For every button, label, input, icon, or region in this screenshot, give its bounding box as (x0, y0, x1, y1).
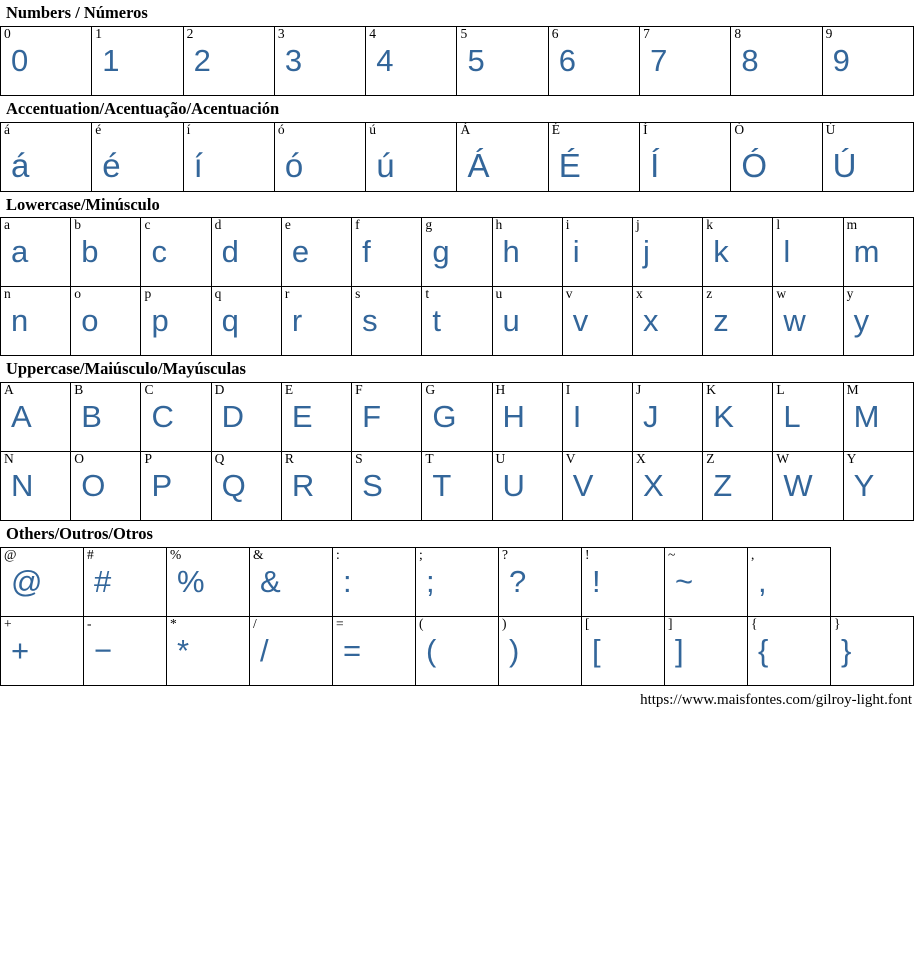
glyph-cell (703, 452, 773, 521)
glyph-code: 7 (643, 26, 650, 41)
glyph-code: h (495, 217, 503, 233)
glyph-code: Ó (734, 122, 745, 137)
glyph-code: x (635, 286, 643, 302)
glyph-cell (703, 218, 773, 287)
glyph-table-accentuation (0, 122, 914, 192)
glyph-sample: # (94, 563, 112, 599)
glyph-cell (274, 122, 365, 191)
glyph-code: ~ (668, 547, 676, 562)
glyph-cell (499, 616, 582, 685)
glyph-code: V (565, 451, 576, 467)
glyph-code: d (214, 217, 222, 233)
glyph-sample: ? (509, 563, 527, 599)
glyph-code: U (495, 451, 506, 467)
glyph-code: % (170, 547, 182, 562)
glyph-cell (1, 26, 92, 95)
glyph-cell (141, 452, 211, 521)
table-row (1, 452, 914, 521)
section-title-uppercase: Uppercase/Maiúsculo/Mayúsculas (6, 359, 246, 379)
glyph-sample: i (572, 234, 580, 270)
source-url[interactable]: https://www.maisfontes.com/gilroy-light.font (640, 691, 912, 708)
glyph-code: Í (643, 122, 648, 137)
glyph-sample: ) (509, 632, 520, 668)
glyph-cell (731, 122, 822, 191)
glyph-table-numbers (0, 26, 914, 96)
glyph-code: ! (585, 547, 590, 562)
glyph-cell (211, 287, 281, 356)
glyph-cell (748, 616, 831, 685)
glyph-code: 6 (551, 26, 559, 41)
glyph-code: 5 (460, 26, 468, 41)
section-title-accentuation: Accentuation/Acentuação/Acentuación (6, 98, 280, 118)
glyph-cell (422, 287, 492, 356)
glyph-sample: p (151, 303, 169, 339)
glyph-sample: Í (650, 146, 660, 184)
glyph-cell (548, 26, 639, 95)
glyph-code: f (355, 217, 360, 233)
glyph-sample: ] (675, 632, 684, 668)
glyph-cell (422, 452, 492, 521)
glyph-cell (352, 287, 422, 356)
glyph-code: K (706, 382, 716, 398)
glyph-code: Á (460, 122, 471, 137)
glyph-sample: ! (592, 563, 601, 599)
glyph-sample: m (853, 234, 880, 270)
glyph-sample: E (291, 399, 313, 435)
glyph-sample: í (193, 146, 203, 184)
glyph-code: y (846, 286, 854, 302)
glyph-code: N (4, 451, 14, 467)
glyph-cell (281, 383, 351, 452)
glyph-cell (632, 383, 702, 452)
glyph-cell (582, 547, 665, 616)
glyph-cell (748, 547, 831, 616)
table-row (1, 287, 914, 356)
glyph-sample: 5 (467, 42, 485, 78)
glyph-code: é (95, 122, 102, 137)
glyph-code: b (74, 217, 81, 233)
glyph-cell (843, 452, 913, 521)
glyph-cell (499, 547, 582, 616)
glyph-sample: @ (11, 563, 43, 599)
glyph-code: P (144, 451, 152, 467)
glyph-sample: A (11, 399, 32, 435)
glyph-cell (831, 616, 914, 685)
glyph-sample: f (362, 234, 371, 270)
glyph-sample: 7 (650, 42, 668, 78)
glyph-cell (183, 26, 274, 95)
glyph-cell (352, 218, 422, 287)
glyph-cell (632, 287, 702, 356)
glyph-code: F (355, 382, 363, 398)
glyph-sample: 2 (193, 42, 211, 78)
glyph-cell (492, 287, 562, 356)
glyph-sample: ~ (675, 563, 694, 599)
glyph-sample: C (151, 399, 174, 435)
glyph-cell (211, 218, 281, 287)
glyph-cell (822, 122, 913, 191)
glyph-code: í (186, 122, 191, 137)
glyph-cell (422, 383, 492, 452)
glyph-cell (366, 122, 457, 191)
glyph-sample: t (432, 303, 441, 339)
glyph-cell (492, 452, 562, 521)
glyph-code: Y (846, 451, 857, 467)
glyph-cell (640, 26, 731, 95)
glyph-code: o (74, 286, 81, 302)
glyph-sample: O (81, 468, 106, 504)
glyph-code: l (776, 217, 781, 233)
glyph-code: H (495, 382, 506, 398)
glyph-cell (457, 122, 548, 191)
glyph-cell (843, 287, 913, 356)
glyph-code: v (565, 286, 573, 302)
glyph-sample: 3 (284, 42, 303, 78)
glyph-code: I (565, 382, 571, 398)
glyph-cell (422, 218, 492, 287)
glyph-code: S (355, 451, 363, 467)
glyph-cell (843, 383, 913, 452)
glyph-cell (703, 287, 773, 356)
glyph-cell (773, 218, 843, 287)
glyph-cell (492, 218, 562, 287)
glyph-code: C (144, 382, 154, 398)
glyph-sample: g (432, 234, 450, 270)
glyph-cell (92, 26, 183, 95)
glyph-sample: F (362, 399, 382, 435)
glyph-code: M (846, 382, 859, 398)
glyph-code: ) (502, 616, 507, 631)
glyph-cell (71, 383, 141, 452)
glyph-cell (562, 218, 632, 287)
glyph-code: D (214, 382, 225, 398)
glyph-code: : (336, 547, 340, 562)
glyph-code: i (565, 217, 570, 233)
glyph-sample: b (81, 234, 99, 270)
glyph-code: # (87, 547, 94, 562)
glyph-code: } (834, 616, 841, 631)
glyph-code: ( (419, 616, 424, 631)
glyph-cell (773, 287, 843, 356)
glyph-sample: L (783, 399, 801, 435)
table-row (1, 122, 914, 191)
glyph-sample: x (642, 303, 659, 339)
glyph-cell (562, 287, 632, 356)
glyph-sample: 0 (11, 42, 29, 78)
glyph-code: W (776, 451, 790, 467)
glyph-cell (250, 616, 333, 685)
glyph-sample: Q (221, 468, 246, 504)
glyph-sample: c (151, 234, 167, 270)
glyph-sample: Z (713, 468, 733, 504)
glyph-table-uppercase (0, 382, 914, 521)
glyph-code: 8 (734, 26, 742, 41)
glyph-cell (457, 26, 548, 95)
glyph-cell (281, 218, 351, 287)
glyph-sample: K (713, 399, 734, 435)
table-row (1, 547, 914, 616)
glyph-sample: & (260, 563, 281, 599)
glyph-sample: : (343, 563, 352, 599)
glyph-sample: 9 (832, 42, 850, 78)
glyph-sample: V (572, 468, 594, 504)
glyph-code: a (4, 217, 10, 233)
glyph-sample: P (151, 468, 173, 504)
glyph-code: s (355, 286, 361, 302)
glyph-cell (352, 452, 422, 521)
glyph-cell (71, 287, 141, 356)
glyph-sample: r (291, 303, 303, 339)
glyph-sample: w (783, 303, 806, 339)
glyph-code: ] (668, 616, 673, 631)
glyph-sample: a (11, 234, 29, 270)
glyph-sample: u (502, 303, 520, 339)
glyph-cell (1, 547, 84, 616)
section-title-lowercase: Lowercase/Minúsculo (6, 194, 160, 214)
glyph-code: Ú (825, 122, 836, 137)
glyph-sample: * (177, 632, 190, 668)
glyph-cell (665, 616, 748, 685)
glyph-code: 9 (825, 26, 833, 41)
glyph-cell (416, 616, 499, 685)
glyph-cell (665, 547, 748, 616)
glyph-code: ? (502, 547, 508, 562)
glyph-sample: 4 (376, 42, 394, 78)
glyph-sample: , (758, 563, 767, 599)
glyph-cell (366, 26, 457, 95)
glyph-sample: D (221, 399, 245, 435)
glyph-code: z (706, 286, 713, 302)
glyph-cell (167, 616, 250, 685)
glyph-sample: ó (284, 146, 304, 184)
glyph-sample: U (502, 468, 525, 504)
glyph-code: ú (369, 122, 376, 137)
glyph-cell (632, 452, 702, 521)
glyph-sample: X (642, 468, 664, 504)
glyph-code: G (425, 382, 436, 398)
glyph-code: g (425, 217, 433, 233)
glyph-code: e (284, 217, 291, 233)
glyph-code: ó (277, 122, 285, 137)
glyph-code: { (751, 616, 758, 631)
glyph-code: á (4, 122, 10, 137)
glyph-cell (703, 383, 773, 452)
glyph-cell (773, 383, 843, 452)
glyph-sample: o (81, 303, 99, 339)
glyph-sample: k (713, 234, 729, 270)
glyph-cell (281, 287, 351, 356)
glyph-code: L (776, 382, 785, 398)
glyph-cell (773, 452, 843, 521)
glyph-code: w (776, 286, 787, 302)
glyph-code: k (706, 217, 713, 233)
glyph-code: j (635, 217, 640, 233)
glyph-sample: } (841, 632, 852, 668)
glyph-sample: ; (426, 563, 435, 599)
glyph-code: R (284, 451, 294, 467)
glyph-cell (281, 452, 351, 521)
glyph-sample: 8 (741, 42, 759, 78)
glyph-code: & (253, 547, 264, 562)
glyph-sample: z (713, 303, 729, 339)
glyph-sample: % (177, 563, 205, 599)
glyph-code: r (284, 286, 290, 302)
glyph-cell (1, 122, 92, 191)
glyph-sample: I (572, 399, 582, 435)
glyph-code: = (336, 616, 344, 631)
glyph-code: * (170, 616, 177, 631)
glyph-code: Q (214, 451, 225, 467)
glyph-cell (1, 383, 71, 452)
glyph-sample: S (362, 468, 383, 504)
glyph-sample: { (758, 632, 769, 668)
glyph-sample: [ (592, 632, 601, 668)
table-row (1, 616, 914, 685)
glyph-sample: W (783, 468, 813, 504)
glyph-code: t (425, 286, 430, 302)
glyph-code: X (635, 451, 646, 467)
glyph-sample: d (221, 234, 239, 270)
glyph-cell (1, 616, 84, 685)
glyph-code: 1 (95, 26, 103, 41)
glyph-code: É (551, 122, 561, 137)
glyph-cell (640, 122, 731, 191)
glyph-cell (84, 547, 167, 616)
glyph-code: c (144, 217, 151, 233)
glyph-cell (250, 547, 333, 616)
glyph-cell (843, 218, 913, 287)
glyph-cell (1, 452, 71, 521)
section-title-numbers: Numbers / Números (6, 3, 148, 22)
glyph-cell (167, 547, 250, 616)
glyph-code: q (214, 286, 222, 302)
glyph-cell (822, 26, 913, 95)
glyph-cell (562, 452, 632, 521)
glyph-code: 3 (277, 26, 285, 41)
glyph-sample: Á (467, 146, 490, 184)
glyph-cell (141, 383, 211, 452)
glyph-sample: q (221, 303, 239, 339)
glyph-sample: n (11, 303, 29, 339)
glyph-sample: T (432, 468, 452, 504)
glyph-cell (548, 122, 639, 191)
glyph-code: / (253, 616, 257, 631)
glyph-cell (333, 616, 416, 685)
glyph-cell (183, 122, 274, 191)
glyph-cell (731, 26, 822, 95)
glyph-code: J (635, 382, 642, 398)
glyph-sample: l (783, 234, 791, 270)
glyph-code: m (846, 217, 858, 233)
glyph-code: , (751, 547, 755, 562)
glyph-sample: y (853, 303, 870, 339)
glyph-cell (1, 218, 71, 287)
glyph-sample: Y (853, 468, 875, 504)
glyph-sample: Ú (832, 146, 857, 184)
glyph-sample: ú (376, 146, 395, 184)
glyph-code: B (74, 382, 84, 398)
table-row (1, 383, 914, 452)
glyph-cell (582, 616, 665, 685)
glyph-code: p (144, 286, 152, 302)
glyph-sample: v (572, 303, 589, 339)
glyph-code: @ (4, 547, 17, 562)
glyph-cell (92, 122, 183, 191)
glyph-code: ; (419, 547, 423, 562)
glyph-cell (416, 547, 499, 616)
glyph-cell (352, 383, 422, 452)
glyph-code: + (4, 616, 12, 631)
glyph-code: - (87, 616, 92, 631)
glyph-sample: G (432, 399, 457, 435)
glyph-sample: á (11, 146, 30, 184)
glyph-code: T (425, 451, 434, 467)
glyph-table-lowercase (0, 217, 914, 356)
glyph-code: O (74, 451, 84, 467)
table-row (1, 26, 914, 95)
glyph-cell (84, 616, 167, 685)
glyph-code: n (4, 286, 11, 302)
glyph-code: A (4, 382, 14, 398)
glyph-sample: ( (426, 632, 437, 668)
glyph-cell (562, 383, 632, 452)
glyph-sample: N (11, 468, 34, 504)
glyph-code: E (284, 382, 294, 398)
glyph-sample: h (502, 234, 520, 270)
glyph-cell (333, 547, 416, 616)
glyph-sample: É (558, 146, 581, 184)
glyph-sample: H (502, 399, 525, 435)
glyph-sample: B (81, 399, 102, 435)
glyph-code: u (495, 286, 503, 302)
glyph-sample: − (94, 632, 113, 668)
glyph-cell (71, 452, 141, 521)
glyph-code: 2 (186, 26, 194, 41)
glyph-code: Z (706, 451, 715, 467)
glyph-code: [ (585, 616, 590, 631)
glyph-sample: 6 (558, 42, 577, 78)
glyph-cell (492, 383, 562, 452)
glyph-code: 4 (369, 26, 376, 41)
glyph-cell (632, 218, 702, 287)
glyph-sample: j (642, 234, 650, 270)
glyph-table-others (0, 547, 914, 686)
glyph-sample: + (11, 632, 30, 668)
table-row (1, 218, 914, 287)
glyph-sample: R (291, 468, 315, 504)
glyph-sample: M (853, 399, 880, 435)
glyph-sample: Ó (741, 146, 768, 184)
glyph-sample: e (291, 234, 310, 270)
glyph-cell (274, 26, 365, 95)
glyph-cell (141, 287, 211, 356)
glyph-cell (211, 383, 281, 452)
glyph-sample: / (260, 632, 269, 668)
glyph-cell (1, 287, 71, 356)
section-title-others: Others/Outros/Otros (6, 524, 153, 544)
glyph-sample: é (102, 146, 121, 184)
glyph-sample: 1 (102, 42, 120, 78)
glyph-cell (141, 218, 211, 287)
glyph-sample: = (343, 632, 362, 668)
glyph-code: 0 (4, 26, 11, 41)
glyph-cell (71, 218, 141, 287)
glyph-sample: s (362, 303, 378, 339)
glyph-cell (211, 452, 281, 521)
glyph-sample: J (642, 399, 659, 435)
